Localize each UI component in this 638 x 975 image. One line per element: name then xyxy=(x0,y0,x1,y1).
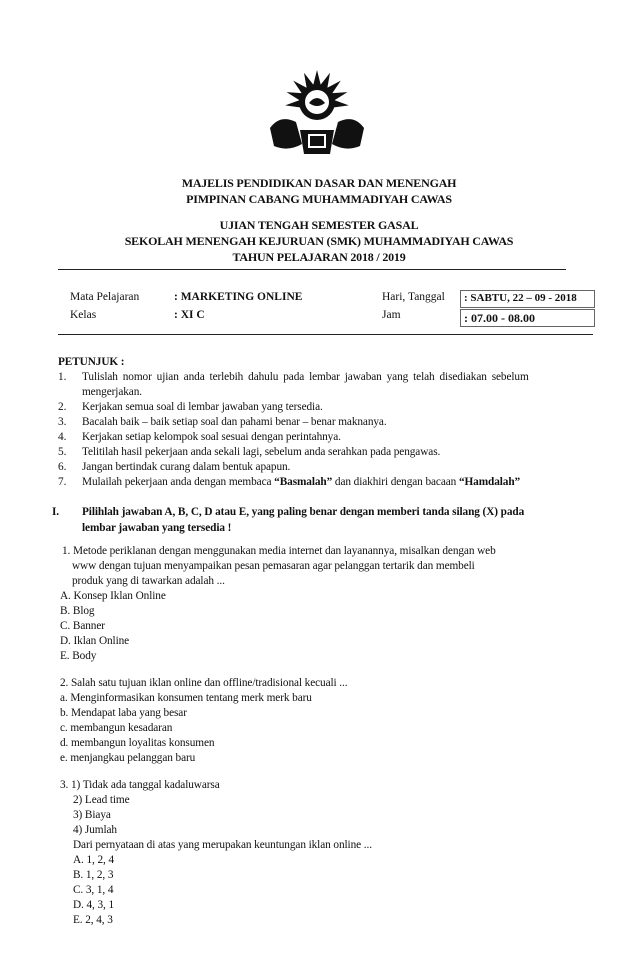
instruction-number: 4. xyxy=(58,431,67,443)
instruction-text xyxy=(82,476,520,488)
answer-option: B. 1, 2, 3 xyxy=(73,869,114,881)
muhammadiyah-logo-icon xyxy=(262,70,372,158)
instruction-text: Tulislah nomor ujian anda terlebih dahulu pada lembar jawaban yang telah disediakan sebelum xyxy=(82,371,529,383)
header-line-3: UJIAN TENGAH SEMESTER GASAL xyxy=(219,218,419,232)
instruction-number: 7. xyxy=(58,476,67,488)
date-label: Hari, Tanggal xyxy=(382,291,445,303)
header-line-5: TAHUN PELAJARAN 2018 / 2019 xyxy=(232,250,406,264)
basmalah-text: “Basmalah” xyxy=(274,476,333,488)
instruction-text-part: dan diakhiri dengan bacaan xyxy=(334,476,457,488)
answer-option: c. membangun kesadaran xyxy=(60,722,173,734)
time-label: Jam xyxy=(382,309,401,321)
instruction-text: Telitilah hasil pekerjaan anda sekali lagi, sebelum anda serahkan pada pengawas. xyxy=(82,446,441,458)
question-text: 3. 1) Tidak ada tanggal kadaluwarsa xyxy=(60,779,220,791)
subject-value: : MARKETING ONLINE xyxy=(174,291,303,303)
answer-option: e. menjangkau pelanggan baru xyxy=(60,752,196,764)
section-instruction: Pilihlah jawaban A, B, C, D atau E, yang paling benar dengan memberi tanda silang (X) pada xyxy=(82,506,525,518)
date-value: : SABTU, 22 – 09 - 2018 xyxy=(464,292,577,304)
instruction-text: Kerjakan semua soal di lembar jawaban yang tersedia. xyxy=(82,401,323,413)
header-line-1: MAJELIS PENDIDIKAN DASAR DAN MENENGAH xyxy=(181,176,457,190)
question-text: Dari pernyataan di atas yang merupakan keuntungan iklan online ... xyxy=(73,839,372,851)
header-line-2: PIMPINAN CABANG MUHAMMADIYAH CAWAS xyxy=(186,192,452,206)
instruction-text-part: Mulailah pekerjaan anda dengan membaca xyxy=(82,476,272,488)
subject-label: Mata Pelajaran xyxy=(70,291,140,303)
answer-option: B. Blog xyxy=(60,605,95,617)
instruction-text: Bacalah baik – baik setiap soal dan pahami benar – benar maknanya. xyxy=(82,416,387,428)
answer-option: C. Banner xyxy=(60,620,105,632)
question-text: 2. Salah satu tujuan iklan online dan offline/tradisional kecuali ... xyxy=(60,677,348,689)
instruction-number: 2. xyxy=(58,401,67,413)
class-value: : XI C xyxy=(174,309,205,321)
time-value: : 07.00 - 08.00 xyxy=(464,311,535,325)
header-divider xyxy=(58,269,566,270)
instruction-text-continued: mengerjakan. xyxy=(82,386,142,398)
answer-option: C. 3, 1, 4 xyxy=(73,884,114,896)
instruction-number: 5. xyxy=(58,446,67,458)
instructions-title: PETUNJUK : xyxy=(58,356,125,368)
question-text: 4) Jumlah xyxy=(73,824,117,836)
answer-option: d. membangun loyalitas konsumen xyxy=(60,737,215,749)
answer-option: A. Konsep Iklan Online xyxy=(60,590,166,602)
question-text: produk yang di tawarkan adalah ... xyxy=(72,575,225,587)
answer-option: a. Menginformasikan konsumen tentang merk merk baru xyxy=(60,692,312,704)
question-text: 3) Biaya xyxy=(73,809,111,821)
answer-option: E. 2, 4, 3 xyxy=(73,914,113,926)
hamdalah-text: “Hamdalah” xyxy=(458,476,521,488)
section-instruction-continued: lembar jawaban yang tersedia ! xyxy=(82,522,232,534)
class-label: Kelas xyxy=(70,309,97,321)
answer-option: E. Body xyxy=(60,650,97,662)
question-text: 2) Lead time xyxy=(73,794,130,806)
section-number: I. xyxy=(52,506,60,518)
instruction-number: 3. xyxy=(58,416,67,428)
answer-option: b. Mendapat laba yang besar xyxy=(60,707,187,719)
instruction-text: Kerjakan setiap kelompok soal sesuai dengan perintahnya. xyxy=(82,431,341,443)
header-line-4: SEKOLAH MENENGAH KEJURUAN (SMK) MUHAMMADIYAH CAWAS xyxy=(124,234,514,248)
instruction-text: Jangan bertindak curang dalam bentuk apapun. xyxy=(82,461,291,473)
instruction-number: 1. xyxy=(58,371,67,383)
answer-option: A. 1, 2, 4 xyxy=(73,854,115,866)
question-text: 1. Metode periklanan dengan menggunakan media internet dan layanannya, misalkan dengan web xyxy=(62,545,496,557)
answer-option: D. 4, 3, 1 xyxy=(73,899,115,911)
question-text: www dengan tujuan menyampaikan pesan pemasaran agar pelanggan tertarik dan membeli xyxy=(72,560,475,572)
answer-option: D. Iklan Online xyxy=(60,635,130,647)
info-divider xyxy=(58,334,593,335)
instruction-number: 6. xyxy=(58,461,67,473)
